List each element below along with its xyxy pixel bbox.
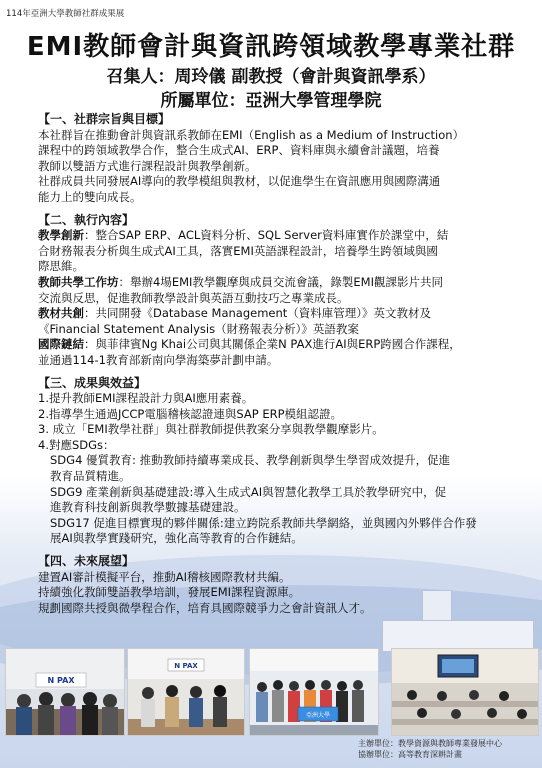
s2-item-line: 《Financial Statement Analysis（財務報表分析）》英語教案 xyxy=(38,321,359,336)
sdg-line: SDG4 優質教育: 推動教師持續專業成長、教學創新與學生學習成效提升，促進 xyxy=(50,453,451,468)
s2-item-line: 並通過114-1教育部新南向學海築夢計劃申請。 xyxy=(38,352,279,367)
s2-item-line: 合財務報表分析與生成式AI工具，落實EMI英語課程設計，培養學生跨領域與國 xyxy=(38,243,438,258)
sdg-line: 展AI與教學實踐研究，強化高等教育的合作鏈結。 xyxy=(50,531,303,546)
sdg-line: 進教育科技創新與教學數據基礎建設。 xyxy=(50,500,246,515)
section-1-line: 社群成員共同發展AI導向的教學模組與教材，以促進學生在資訊應用與國際溝通 xyxy=(38,174,441,189)
group-photo-1 xyxy=(5,648,125,736)
banner-text: 亞洲大學 xyxy=(305,712,331,719)
section-3-title: 【三、成果與效益】 xyxy=(38,375,147,390)
sdg-line: SDG17 促進目標實現的夥伴關係:建立跨院系教師共學網絡，並與國內外夥伴合作發 xyxy=(50,515,477,530)
s4-line: 規劃國際共授與微學程合作，培育具國際競爭力之會計資訊人才。 xyxy=(38,600,372,615)
s2-item: 教學創新：整合SAP ERP、ACL資料分析、SQL Server資料庫實作於課堂中，結 xyxy=(38,228,449,243)
co-host-line: 協辦單位：高等教育深耕計畫 xyxy=(358,750,462,759)
s4-line: 建置AI審計模擬平台，推動AI稽核國際教材共編。 xyxy=(38,569,291,584)
s2-item: 教材共創：共同開發《Database Management（資料庫管理）》英文教材及 xyxy=(38,306,432,321)
footer-credits xyxy=(358,738,502,760)
s2-item-line: 交流與反思，促進教師教學設計與英語互動技巧之專業成長。 xyxy=(38,290,349,305)
s2-item-line: 際思維。 xyxy=(38,259,84,274)
poster-content xyxy=(38,108,508,616)
s2-item-key: 教師共學工作坊 xyxy=(38,274,119,289)
sdg-line: 教育品質精進。 xyxy=(50,469,131,484)
s3-item: 4.對應SDGs： xyxy=(38,437,115,452)
section-1-line: 課程中的跨領域教學合作，整合生成式AI、ERP、資料庫與永續會計議題，培養 xyxy=(38,143,440,158)
sdg-line: SDG9 產業創新與基礎建設:導入生成式AI與智慧化教學工具於教學研究中，促 xyxy=(50,484,447,499)
host-line: 主辦單位：教學資源與教師專業發展中心 xyxy=(358,739,502,748)
s2-item: 教師共學工作坊：舉辦4場EMI教學觀摩與成員交流會議，錄製EMI觀課影片共同 xyxy=(38,274,443,289)
npax-sign-text: N PAX xyxy=(174,662,198,670)
classroom-photo xyxy=(391,648,539,736)
group-photo-3 xyxy=(249,648,379,736)
s3-item: 2.指導學生通過JCCP電腦稽核認證連與SAP ERP模組認證。 xyxy=(38,406,343,421)
s2-item-key: 教學創新 xyxy=(38,228,84,243)
photo-strip xyxy=(5,648,537,734)
section-2-title: 【二、執行內容】 xyxy=(38,212,135,227)
section-1-line: 能力上的雙向成長。 xyxy=(38,189,142,204)
s3-item: 1.提升教師EMI課程設計力與AI應用素養。 xyxy=(38,391,254,406)
exhibition-label: 114年亞洲大學教師社群成果展 xyxy=(6,9,125,19)
section-4-title: 【四、未來展望】 xyxy=(38,554,135,569)
page-title: EMI教師會計與資訊跨領域教學專業社群 xyxy=(26,32,516,62)
s2-item-key: 國際鏈結 xyxy=(38,337,84,352)
section-1-line: 本社群旨在推動會計與資訊系教師在EMI（English as a Medium of Instruction） xyxy=(38,127,465,142)
group-photo-2 xyxy=(127,648,245,736)
s2-item: 國際鏈結：與菲律賓Ng Khai公司與其關係企業N PAX進行AI與ERP跨國合作課程， xyxy=(38,337,461,352)
convener-line: 召集人：周玲儀 副教授（會計與資訊學系） xyxy=(106,67,436,87)
s3-item: 3. 成立「EMI教學社群」與社群教師提供教案分享與教學觀摩影片。 xyxy=(38,422,384,437)
npax-sign-text: N PAX xyxy=(47,676,75,685)
unit-line: 所屬單位：亞洲大學管理學院 xyxy=(160,91,382,111)
section-1-line: 教師以雙語方式進行課程設計與教學創新。 xyxy=(38,158,257,173)
s2-item-key: 教材共創 xyxy=(38,306,84,321)
section-1-title: 【一、社群宗旨與目標】 xyxy=(38,112,171,126)
s4-line: 持續強化教師雙語教學培訓，發展EMI課程資源庫。 xyxy=(38,585,301,600)
